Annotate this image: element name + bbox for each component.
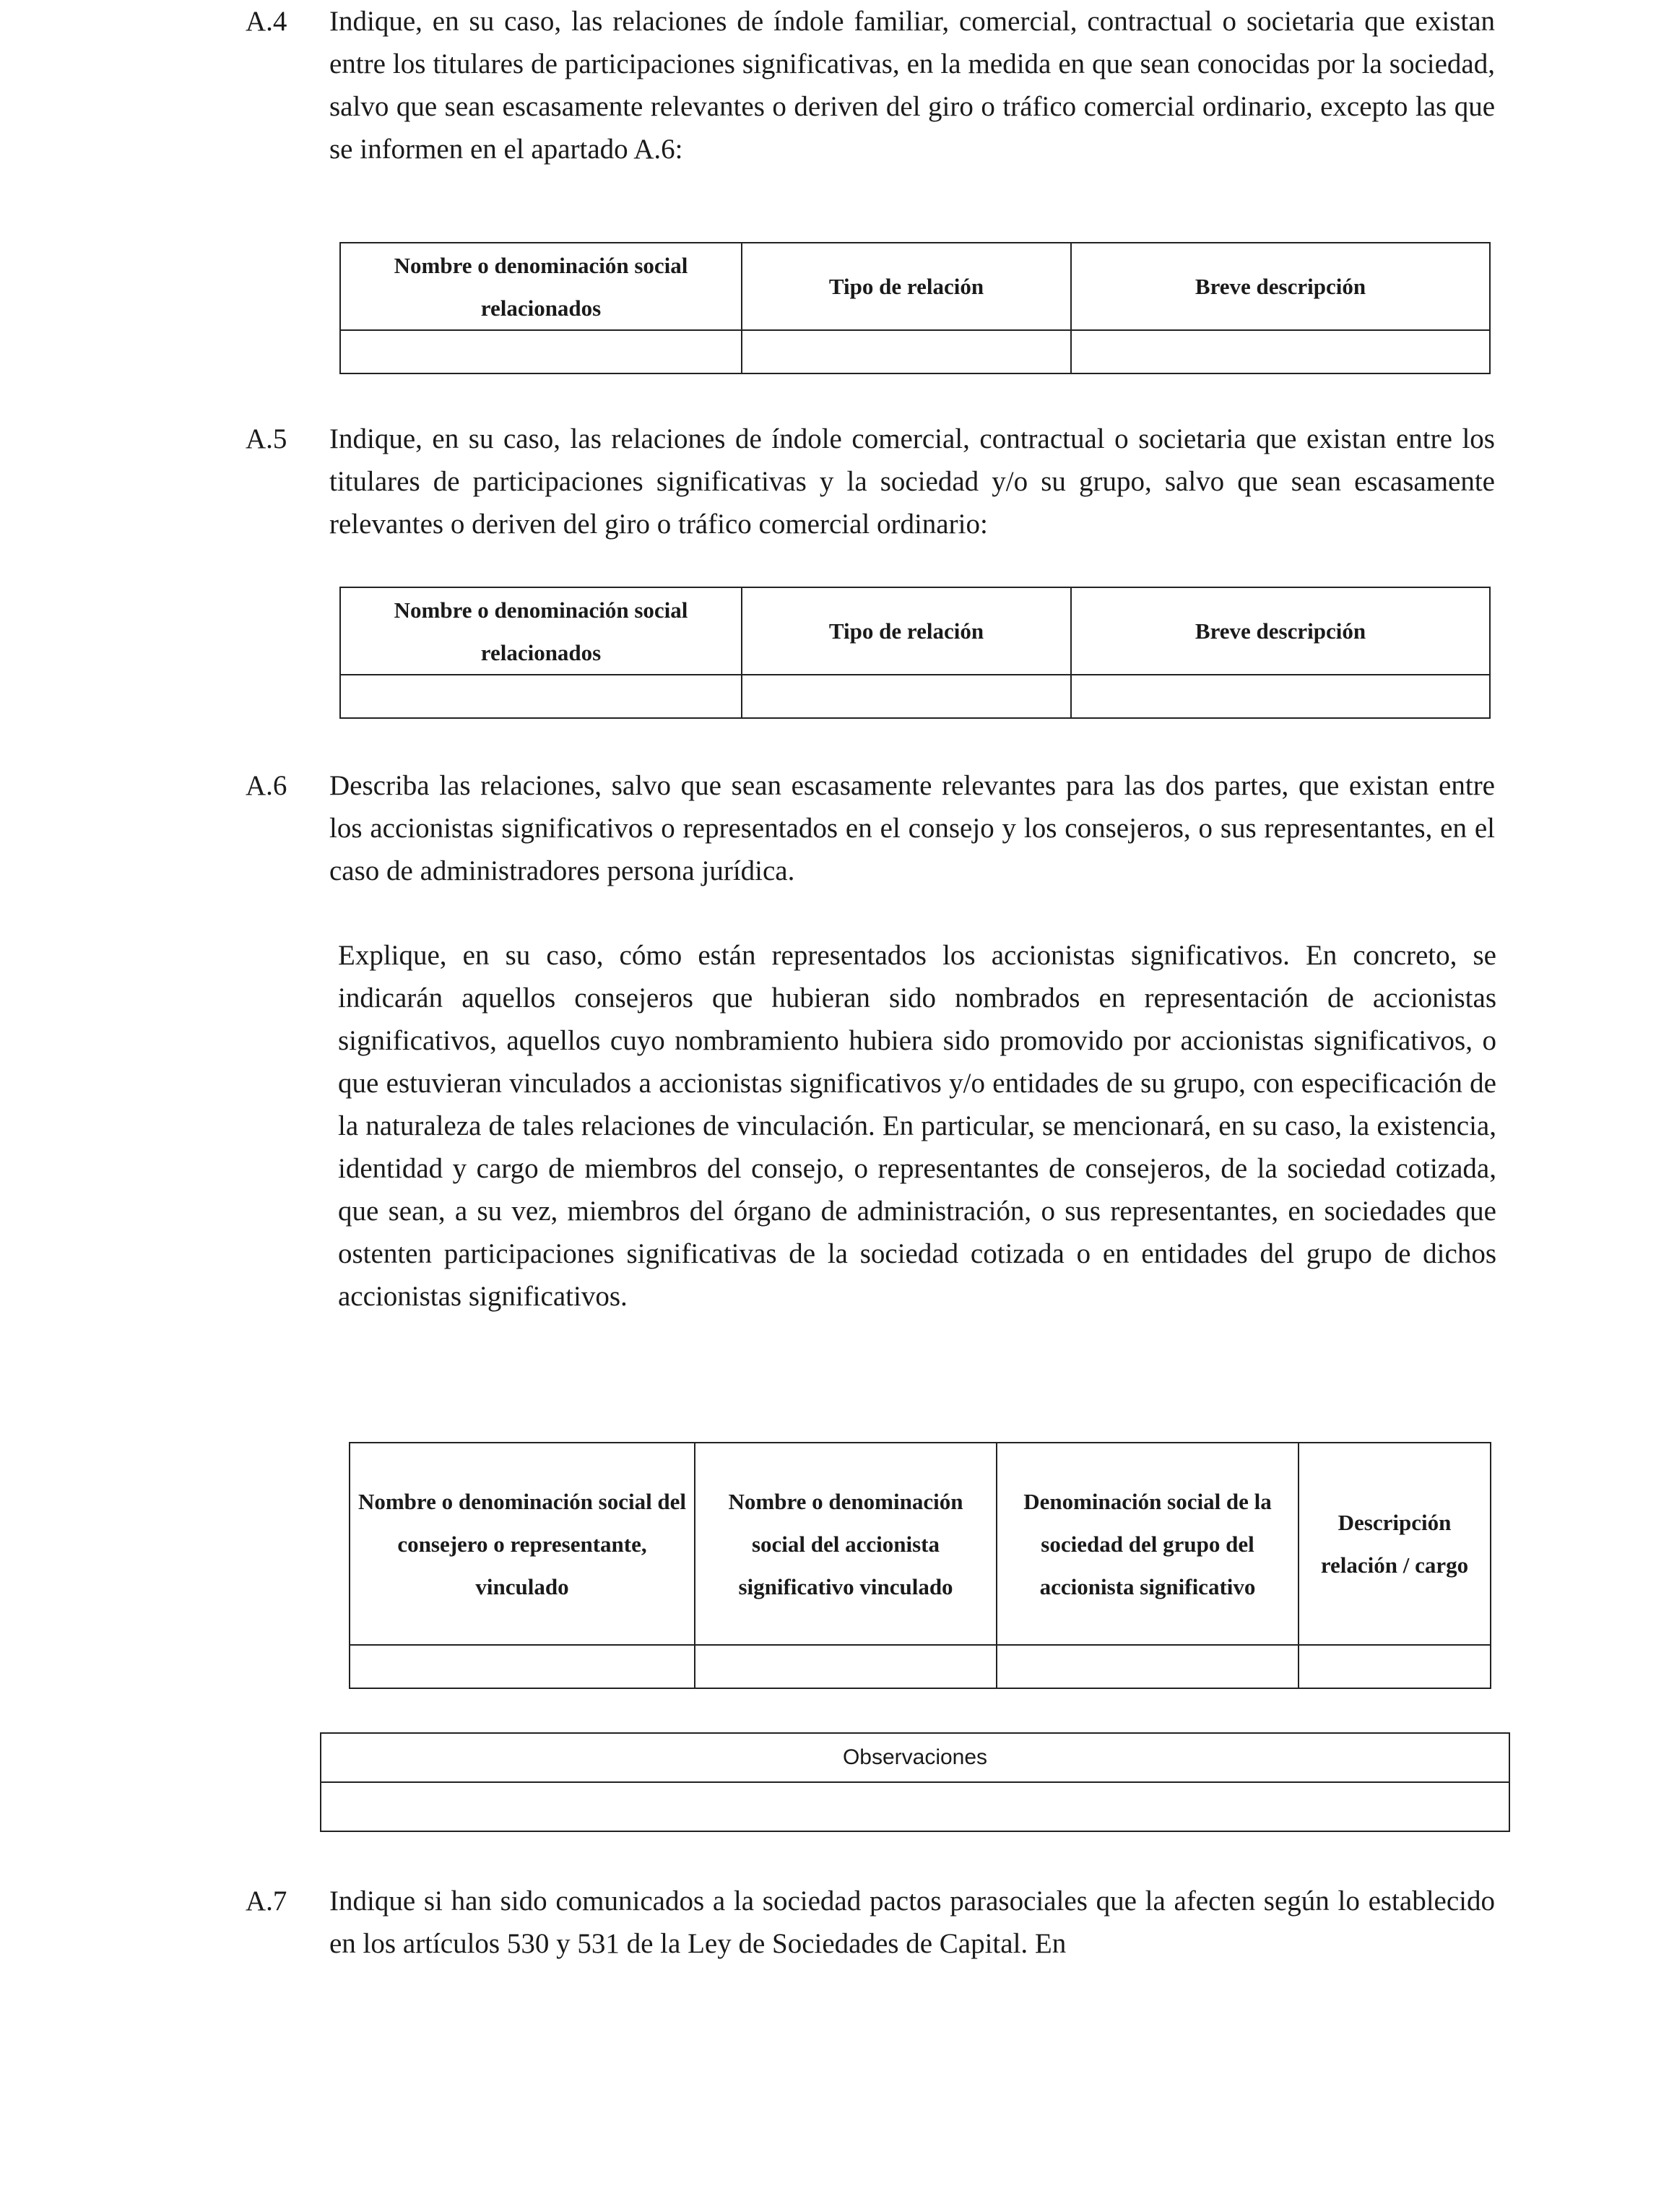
directors-shareholders-table bbox=[349, 1442, 1491, 1689]
header-cell-group-company: Denominación social de la sociedad del grupo del accionista significativo bbox=[997, 1443, 1299, 1645]
table-cell bbox=[340, 675, 742, 718]
table-row bbox=[340, 330, 1490, 373]
header-cell-name: Nombre o denominación social relacionados bbox=[340, 243, 742, 330]
header-cell-relation-description: Descripción relación / cargo bbox=[1299, 1443, 1491, 1645]
table-cell bbox=[321, 1782, 1509, 1831]
table-cell bbox=[1071, 675, 1490, 718]
table-row bbox=[350, 1645, 1491, 1688]
table-header-row bbox=[340, 587, 1490, 675]
table-row bbox=[340, 675, 1490, 718]
table-header-row bbox=[340, 243, 1490, 330]
section-explanation: Explique, en su caso, cómo están representados los accionistas significativos. En concreto, se indicarán aquellos consejeros que hubieran sido nombrados en representación de accionistas significativos, aquellos cuyo nombramiento hubiera sido promovido por accionistas significativos, o que estuvieran vinculados a accionistas significativos y/o entidades de su grupo, con especificación de la naturaleza de tales relaciones de vinculación. En particular, se mencionará, en su caso, la existencia, identidad y cargo de miembros del consejo, o representantes de consejeros, de la sociedad cotizada, que sean, a su vez, miembros del órgano de administración, o sus representantes, en sociedades que ostenten participaciones significativas de la sociedad cotizada o en entidades del grupo de dichos accionistas significativos. bbox=[338, 940, 1496, 1312]
relations-table-a4 bbox=[339, 242, 1491, 374]
observations-label: Observaciones bbox=[321, 1733, 1509, 1782]
section-text: Indique, en su caso, las relaciones de índole comercial, contractual o societaria que existan entre los titulares de participaciones significativas y la sociedad y/o su grupo, salvo que sean escasamente relevantes o deriven del giro o tráfico comercial ordinario: bbox=[329, 423, 1495, 540]
observations-table bbox=[320, 1732, 1510, 1832]
table-cell bbox=[350, 1645, 695, 1688]
header-cell-relation-type: Tipo de relación bbox=[742, 243, 1071, 330]
table-cell bbox=[1299, 1645, 1491, 1688]
section-number: A.7 bbox=[246, 1885, 287, 1917]
section-number: A.5 bbox=[246, 423, 287, 454]
header-cell-name: Nombre o denominación social relacionados bbox=[340, 587, 742, 675]
table-header-row bbox=[350, 1443, 1491, 1645]
header-cell-description: Breve descripción bbox=[1071, 587, 1490, 675]
table-cell bbox=[695, 1645, 997, 1688]
header-cell-relation-type: Tipo de relación bbox=[742, 587, 1071, 675]
header-cell-description: Breve descripción bbox=[1071, 243, 1490, 330]
section-number: A.6 bbox=[246, 770, 287, 801]
table-header-row bbox=[321, 1733, 1509, 1782]
table-cell bbox=[997, 1645, 1299, 1688]
section-text: Describa las relaciones, salvo que sean escasamente relevantes para las dos partes, que existan entre los accionistas significativos o representados en el consejo y los consejeros, o sus representantes, en el caso de administradores persona jurídica. bbox=[329, 770, 1495, 886]
table-cell bbox=[742, 330, 1071, 373]
section-text: Indique, en su caso, las relaciones de índole familiar, comercial, contractual o societaria que existan entre los titulares de participaciones significativas, en la medida en que sean conocidas por la sociedad, salvo que sean escasamente relevantes o deriven del giro o tráfico comercial ordinario, excepto las que se informen en el apartado A.6: bbox=[329, 6, 1495, 165]
table-cell bbox=[340, 330, 742, 373]
section-text: Indique si han sido comunicados a la sociedad pactos parasociales que la afecten según lo establecido en los artículos 530 y 531 de la Ley de Sociedades de Capital. En bbox=[329, 1885, 1495, 1959]
section-number: A.4 bbox=[246, 6, 287, 37]
header-cell-director: Nombre o denominación social del consejero o representante, vinculado bbox=[350, 1443, 695, 1645]
header-cell-shareholder: Nombre o denominación social del accionista significativo vinculado bbox=[695, 1443, 997, 1645]
table-cell bbox=[1071, 330, 1490, 373]
relations-table-a5 bbox=[339, 587, 1491, 719]
observations-field bbox=[321, 1782, 1509, 1831]
table-cell bbox=[742, 675, 1071, 718]
